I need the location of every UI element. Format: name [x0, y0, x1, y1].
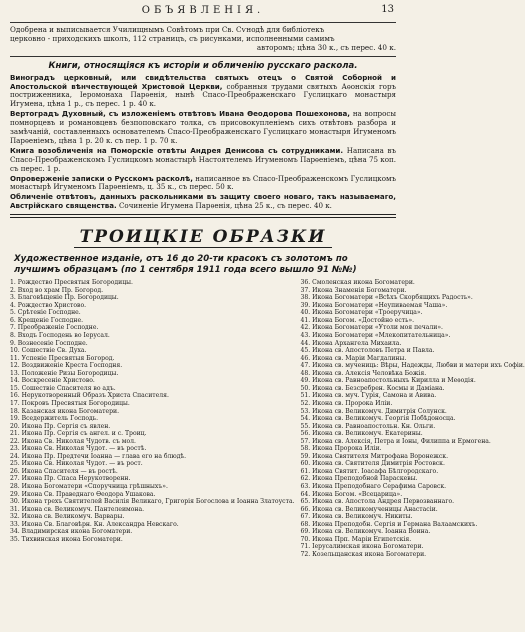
list-item: 37. Икона Знаменія Богоматери.: [300, 286, 407, 294]
list-item: 55. Икона св. Равноапостольн. Кн. Ольги.: [300, 422, 436, 430]
list-item: 2. Вход во храм Пр. Богород.: [10, 286, 104, 294]
list-item: 29. Икона Св. Праведнаго Ѳеодора Ушакова.: [10, 490, 156, 498]
icon-list: [10, 279, 525, 558]
book-text: Написана въ Спасо-Преображенскомъ Гуслицкомъ монастырѣ Настоятелемъ Игуменомъ Парѳеніемъ, цѣна 75 коп. съ перес. 1 р.: [10, 145, 396, 173]
section-title: Книги, относящіяся къ исторіи и обличенію русскаго раскола.: [48, 60, 358, 71]
page-number: 13: [381, 4, 394, 15]
list-item: 22. Икона Св. Николая Чудотв. съ мол.: [10, 437, 136, 445]
intro-line: авторомъ; цѣна 30 к., съ перес. 40 к.: [256, 43, 396, 53]
list-item: 57. Икона св. Алексія, Петра и Іоны, Филиппа и Ермогена.: [300, 437, 491, 445]
page-header-title: ОБЪЯВЛЕНІЯ.: [141, 5, 265, 16]
list-item: 59. Икона Святителя Митрофана Воронежск.: [300, 452, 449, 460]
list-item: 1. Рождество Пресвятыя Богородицы.: [10, 279, 133, 287]
list-item: 33. Икона Св. Благовѣрн. Кн. Александра Невскаго.: [10, 520, 179, 528]
list-item: 60. Икона св. Святителя Димитрія Ростовск.: [300, 460, 445, 468]
list-item: 43. Икона Богоматери «Млекопитательница».: [300, 332, 451, 340]
list-item: 9. Вознесеніе Господне.: [10, 339, 88, 347]
book-text: Сочиненіе Игумена Парѳенія, цѣна 25 к., съ перес. 40 к.: [119, 201, 332, 211]
book-text: написанное въ Спасо-Преображенскомъ Гуслицкомъ монастырѣ Игуменомъ Парѳеніемъ, ц. 35 к., съ перес. 50 к.: [10, 173, 396, 192]
intro-paragraph: [10, 23, 396, 56]
list-item: 32. Икона св. Великомуч. Варвары.: [10, 513, 125, 521]
list-item: 40. Икона Богоматери «Троеручица».: [300, 309, 423, 317]
list-item: 6. Крещеніе Господне.: [10, 316, 84, 324]
list-item: 27. Икона Пр. Спаса Нерукотворенн.: [10, 475, 131, 483]
list-item: 21. Икона Пр. Сергія съ ангел. и с. Троиц.: [10, 430, 147, 438]
list-item: 3. Благовѣщеніе Пр. Богородицы.: [10, 294, 119, 302]
list-item: 69. Икона св. Великомуч. Іоанна Воина.: [300, 528, 431, 536]
list-item: 70. Икона Прп. Маріи Египетскія.: [300, 535, 412, 543]
list-item: 72. Козельщанская икона Богоматери.: [300, 550, 427, 558]
book-title: Опроверженіе записки о Русскомъ расколѣ,: [10, 173, 193, 183]
list-item: 50. Икона св. Безсребрен. Космы и Даміана.: [300, 384, 445, 392]
book-title: Виноградъ церковный, или свидѣтельства святыхъ отецъ о Святой Соборной и Апостольской вѣнчествующей Христовой Церкви,: [10, 72, 396, 91]
book-entry: [10, 193, 396, 211]
book-text: на вопросы помнорцевъ и романовцевъ безпоповскаго толка, съ присовокупленіемъ сихъ отвѣтовъ разбора и замѣчаній, составленныхъ основателемъ Спасо-Преображенскаго Гуслицкаго монастыря Игуменомъ Парѳеніемъ, цѣна 1 р. 20 к. съ пер. 1 р. 70 к.: [10, 109, 396, 145]
book-title: Обличеніе отвѣтовъ, данныхъ раскольниками въ защиту своего новаго, такъ называемаго, Австрійскаго священства.: [10, 192, 396, 211]
icon-list-right: [301, 279, 525, 558]
double-rule: [10, 214, 396, 218]
list-item: 66. Икона св. Великомученицы Анастасіи.: [300, 505, 438, 513]
list-item: 7. Преображеніе Господне.: [10, 324, 99, 332]
list-item: 47. Икона св. мучениць: Вѣры, Надежды, Любви и матери ихъ Софіи.: [300, 362, 525, 370]
list-item: 23. Икона Св. Николая Чудот. — въ ростѣ.: [10, 445, 147, 453]
list-item: 71. Іерусалимская икона Богоматери.: [300, 543, 424, 551]
intro-line: церковно - приходскихъ школъ, 112 страницъ, съ рисунками, исполненными самимъ: [10, 34, 335, 44]
subtitle: Художественное изданіе, отъ 16 до 20-ти красокъ съ золотомъ по лучшимъ образцамъ (по 1 сентября 1911 года всего вышло 91 №№): [14, 254, 357, 276]
list-item: 30. Икона трехъ Святителей Василія Великаго, Григорія Богослова и Іоанна Златоуста.: [10, 498, 295, 506]
list-item: 45. Икона св. Апостоловъ Петра и Павла.: [300, 347, 435, 355]
intro-line: Одобрена и выписывается Училищнымъ Совѣтомъ при Св. Сѵнодѣ для библіотекъ: [10, 25, 325, 34]
banner: [10, 222, 396, 252]
book-title: Книга возобличенія на Поморскіе отвѣты Андрея Денисова съ сотрудниками.: [10, 145, 344, 155]
list-item: 41. Икона Богом. «Достойно есть».: [300, 316, 415, 324]
list-item: 11. Успеніе Пресвятыя Богород.: [10, 354, 115, 362]
list-item: 52. Икона св. Пророка Иліи.: [300, 399, 393, 407]
list-item: 31. Икона св. Великомуч. Пантелеимона.: [10, 505, 145, 513]
list-item: 16. Нерукотворенный Образъ Христа Спасителя.: [10, 392, 169, 400]
list-item: 20. Икона Пр. Сергія съ явлен.: [10, 422, 111, 430]
book-entry: [10, 147, 396, 174]
list-item: 63. Икона Преподобнаго Серафима Саровск.: [300, 482, 447, 490]
list-item: 64. Икона Богом. «Всецарица».: [300, 490, 403, 498]
list-item: 39. Икона Богоматери «Неупиваемая Чаша».: [300, 301, 448, 309]
list-item: 53. Икона св. Великомуч. Димитрія Солунск.: [300, 407, 447, 415]
list-item: 56. Икона св. Великомуч. Екатерины.: [300, 430, 423, 438]
book-entry: [10, 110, 396, 146]
section-rule: [10, 56, 396, 57]
list-item: 61. Икона Святит. Іоасафа Бѣлгородскаго.: [300, 467, 439, 475]
list-item: 10. Сошествіе Св. Духа.: [10, 347, 87, 355]
list-item: 48. Икона св. Алексія Человѣка Божія.: [300, 369, 427, 377]
list-item: 34. Владимирская икона Богоматери.: [10, 528, 133, 536]
book-entry: [10, 175, 396, 193]
list-item: 8. Входъ Господень во Іерусал.: [10, 332, 110, 340]
list-item: 54. Икона св. Великомуч. Георгія Побѣдоносца.: [300, 415, 456, 423]
list-item: 49. Икона св. Равноапостольныхъ Кирилла и Меѳодія.: [300, 377, 476, 385]
book-text: собранныя трудами святыхъ Аѳонскія горъ постриженника, Іеромонаха Парѳенія, нынѣ Спасо-Преображенскаго Гуслицкаго монастыря Игумена, цѣна 1 р., съ перес. 1 р. 40 к.: [10, 81, 396, 109]
book-list: [10, 74, 396, 212]
list-item: 67. Икона св. Великомуч. Никиты.: [300, 513, 413, 521]
list-item: 51. Икона св. муч. Гурія, Самона и Авива.: [300, 392, 437, 400]
list-item: 5. Срѣтеніе Господне.: [10, 309, 81, 317]
list-item: 4. Рождество Христово.: [10, 301, 87, 309]
list-item: 44. Икона Архангела Михаила.: [300, 339, 402, 347]
list-item: 38. Икона Богоматери «Всѣхъ Скорбящихъ Радость».: [300, 294, 473, 302]
page-header: [10, 0, 396, 22]
list-item: 58. Икона Пророка Иліи.: [300, 445, 382, 453]
list-item: 14. Воскресеніе Христово.: [10, 377, 95, 385]
list-item: 15. Сошествіе Спасителя во адъ.: [10, 384, 116, 392]
list-item: 24. Икона Пр. Предтечи Іоанна — глава его на блюдѣ.: [10, 452, 187, 460]
book-entry: [10, 74, 396, 110]
list-item: 68. Икона Преподобн. Сергія и Германа Валаамскихъ.: [300, 520, 478, 528]
list-item: 19. Вседержитель Господь.: [10, 415, 99, 423]
list-item: 25. Икона Св. Николая Чудот. — въ рост.: [10, 460, 143, 468]
list-item: 42. Икона Богоматери «Утоли моя печали».: [300, 324, 443, 332]
list-item: 35. Тихвинская икона Богоматери.: [10, 535, 123, 543]
list-item: 18. Казанская икона Богоматери.: [10, 407, 120, 415]
list-item: 65. Икона св. Апостола Андрея Первозваннаго.: [300, 498, 455, 506]
list-item: 17. Покровъ Пресвятыя Богородицы.: [10, 399, 130, 407]
list-item: 46. Икона св. Маріи Магдалины.: [300, 354, 407, 362]
book-title: Вертоградъ Духовный, съ изложеніемъ отвѣтовъ Ивана Ѳеодорова Пошехонова,: [10, 109, 350, 119]
list-item: 26. Икона Спасителя — въ ростѣ.: [10, 467, 118, 475]
list-item: 13. Положеніе Ризы Богородицы.: [10, 369, 119, 377]
list-item: 36. Смоленская икона Богоматери.: [300, 279, 415, 287]
list-item: 12. Воздвиженіе Креста Господня.: [10, 362, 123, 370]
list-item: 28. Икона Богоматери «Споручница грѣшныхъ».: [10, 482, 168, 490]
banner-title: ТРОИЦКІЕ ОБРАЗКИ: [74, 227, 333, 248]
list-item: 62. Икона Преподобной Параскевы.: [300, 475, 418, 483]
icon-list-left: [10, 279, 295, 558]
